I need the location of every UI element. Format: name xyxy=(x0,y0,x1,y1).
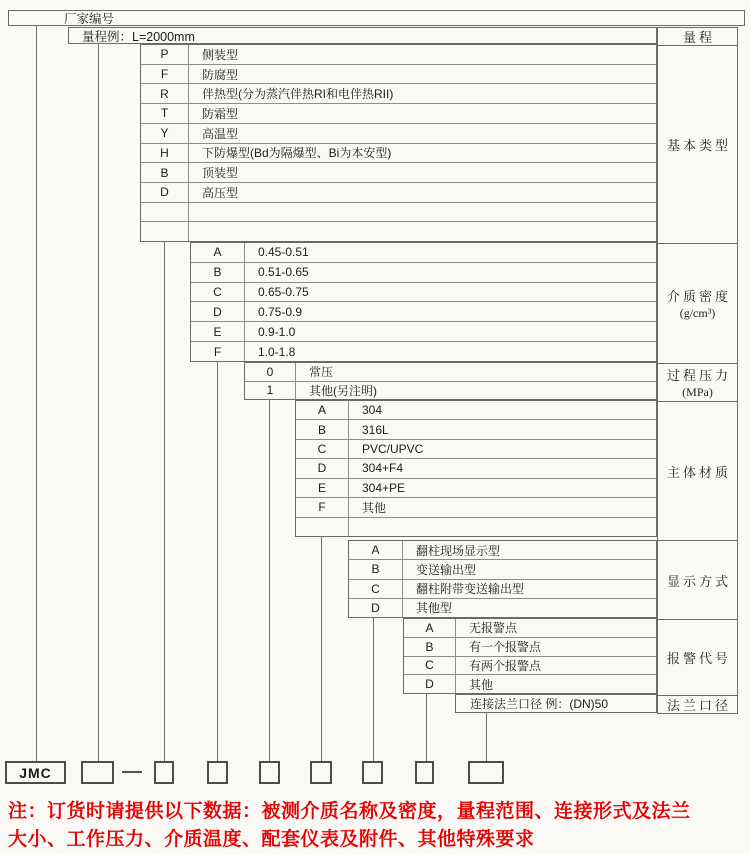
desc-cell: 其他 xyxy=(362,500,387,515)
code-cell: P xyxy=(141,45,189,64)
connector-line xyxy=(98,43,99,762)
code-cell: B xyxy=(141,163,189,182)
desc-cell: 304+PE xyxy=(362,480,406,495)
order-code-box xyxy=(81,761,114,784)
dash-separator xyxy=(122,771,142,773)
factory-code-label: 厂家编号 xyxy=(64,12,115,26)
table-row xyxy=(349,598,656,617)
table-row xyxy=(349,541,656,559)
desc-cell xyxy=(189,203,656,222)
code-cell: A xyxy=(404,619,456,637)
code-cell: R xyxy=(141,84,189,103)
desc-cell: 其他型 xyxy=(416,601,453,616)
table-row xyxy=(404,674,656,693)
table-row xyxy=(141,64,656,84)
desc-cell: 常压 xyxy=(309,365,334,380)
table-row xyxy=(141,182,656,202)
code-cell xyxy=(141,222,189,241)
code-cell: F xyxy=(141,65,189,84)
desc-cell: 侧装型 xyxy=(202,47,239,62)
connector-line xyxy=(426,693,427,762)
table-row xyxy=(141,143,656,163)
code-cell: Y xyxy=(141,124,189,143)
code-cell: D xyxy=(191,302,245,321)
code-cell: B xyxy=(349,560,403,578)
desc-cell: 防霜型 xyxy=(202,106,239,121)
desc-cell: 翻柱附带变送输出型 xyxy=(416,582,525,597)
code-cell: C xyxy=(349,580,403,598)
table-row xyxy=(191,243,656,262)
basic-type-table xyxy=(140,44,657,242)
code-cell: F xyxy=(296,498,349,516)
desc-cell: 其他(另注明) xyxy=(309,383,377,398)
table-row xyxy=(349,579,656,598)
code-cell: A xyxy=(349,541,403,559)
desc-cell: 其他 xyxy=(469,677,494,692)
flange-size-row xyxy=(455,694,657,713)
range-example-row xyxy=(68,27,657,44)
code-cell: D xyxy=(141,183,189,202)
desc-cell: 高温型 xyxy=(202,126,239,141)
desc-cell: 0.9-1.0 xyxy=(258,324,296,339)
density-table xyxy=(190,242,657,362)
table-row xyxy=(404,619,656,637)
desc-cell xyxy=(189,222,656,241)
display-mode-table xyxy=(348,540,657,618)
code-cell xyxy=(141,203,189,222)
label-flange-size: 法兰口径 xyxy=(658,695,737,713)
table-row xyxy=(141,123,656,143)
ordering-note-line2: 大小、工作压力、介质温度、配套仪表及附件、其他特殊要求 xyxy=(8,829,535,850)
order-code-box xyxy=(259,761,280,784)
code-cell: T xyxy=(141,104,189,123)
alarm-code-table xyxy=(403,618,657,694)
desc-cell: 无报警点 xyxy=(469,621,518,636)
table-row xyxy=(296,497,656,516)
desc-cell: 下防爆型(Bd为隔爆型、Bi为本安型) xyxy=(202,146,392,161)
table-row xyxy=(191,282,656,302)
code-cell: D xyxy=(296,459,349,477)
table-row xyxy=(296,439,656,458)
flange-size-text: 连接法兰口径 例：(DN)50 xyxy=(470,697,609,711)
connector-line xyxy=(321,536,322,762)
table-row-empty xyxy=(141,221,656,241)
table-row xyxy=(191,262,656,282)
desc-cell: 0.45-0.51 xyxy=(258,245,309,260)
desc-cell: 伴热型(分为蒸汽伴热RI和电伴热RII) xyxy=(202,87,394,102)
code-cell: D xyxy=(349,599,403,617)
factory-code-box xyxy=(8,10,745,26)
desc-cell: 变送输出型 xyxy=(416,562,477,577)
code-cell xyxy=(296,518,349,536)
code-cell: C xyxy=(296,440,349,458)
label-basic-type: 基本类型 xyxy=(658,45,737,243)
desc-cell: 1.0-1.8 xyxy=(258,344,296,359)
desc-cell: 0.51-0.65 xyxy=(258,265,309,280)
order-code-box xyxy=(154,761,174,784)
code-cell: B xyxy=(191,263,245,282)
desc-cell: 防腐型 xyxy=(202,67,239,82)
label-pressure: 过程压力 (MPa) xyxy=(658,363,737,401)
desc-cell: 有一个报警点 xyxy=(469,640,542,655)
table-row xyxy=(141,162,656,182)
label-material: 主体材质 xyxy=(658,401,737,540)
table-row xyxy=(141,45,656,64)
table-row xyxy=(296,458,656,477)
table-row xyxy=(296,478,656,497)
category-label-column xyxy=(657,27,738,714)
model-prefix-box: JMC xyxy=(5,761,66,784)
code-cell: E xyxy=(296,479,349,497)
table-row xyxy=(296,419,656,438)
desc-cell: 高压型 xyxy=(202,185,239,200)
code-cell: C xyxy=(191,283,245,302)
connector-line xyxy=(164,241,165,762)
code-cell: H xyxy=(141,144,189,163)
connector-line xyxy=(486,712,487,762)
connector-line xyxy=(373,617,374,762)
code-cell: 0 xyxy=(245,363,296,381)
table-row-empty xyxy=(296,517,656,536)
code-cell: 1 xyxy=(245,382,296,400)
table-row xyxy=(245,381,656,400)
code-cell: E xyxy=(191,322,245,341)
table-row xyxy=(191,341,656,361)
table-row xyxy=(296,401,656,419)
code-cell: A xyxy=(296,401,349,419)
order-code-box xyxy=(415,761,434,784)
pressure-table xyxy=(244,362,657,400)
table-row xyxy=(191,301,656,321)
table-row xyxy=(349,559,656,578)
code-cell: A xyxy=(191,243,245,262)
table-row xyxy=(141,83,656,103)
code-cell: D xyxy=(404,675,456,693)
connector-line xyxy=(217,361,218,762)
desc-cell: 316L xyxy=(362,422,389,437)
label-range: 量程 xyxy=(682,30,715,45)
material-table xyxy=(295,400,657,537)
connector-line xyxy=(36,25,37,762)
code-cell: C xyxy=(404,657,456,675)
connector-line xyxy=(269,399,270,762)
table-row xyxy=(404,637,656,656)
order-code-box xyxy=(207,761,228,784)
table-row xyxy=(245,363,656,381)
table-row-empty xyxy=(141,202,656,222)
label-density: 介质密度 (g/cm³) xyxy=(658,243,737,363)
order-code-box xyxy=(310,761,332,784)
desc-cell: 304+F4 xyxy=(362,461,404,476)
desc-cell xyxy=(349,518,656,536)
desc-cell: 有两个报警点 xyxy=(469,658,542,673)
code-cell: B xyxy=(404,638,456,656)
ordering-note xyxy=(8,798,746,854)
desc-cell: 翻柱现场显示型 xyxy=(416,543,501,558)
desc-cell: 304 xyxy=(362,403,383,418)
label-display-mode: 显示方式 xyxy=(658,540,737,619)
code-cell: B xyxy=(296,420,349,438)
range-example-text: 量程例：L=2000mm xyxy=(82,29,195,44)
desc-cell: 顶装型 xyxy=(202,166,239,181)
desc-cell: PVC/UPVC xyxy=(362,442,424,457)
table-row xyxy=(404,656,656,675)
code-cell: F xyxy=(191,342,245,361)
table-row xyxy=(141,103,656,123)
label-alarm-code: 报警代号 xyxy=(658,619,737,695)
order-code-box xyxy=(468,761,504,784)
ordering-note-line1: 注：订货时请提供以下数据：被测介质名称及密度，量程范围、连接形式及法兰 xyxy=(8,801,691,822)
order-code-box xyxy=(362,761,383,784)
desc-cell: 0.65-0.75 xyxy=(258,285,309,300)
table-row xyxy=(191,321,656,341)
desc-cell: 0.75-0.9 xyxy=(258,304,303,319)
